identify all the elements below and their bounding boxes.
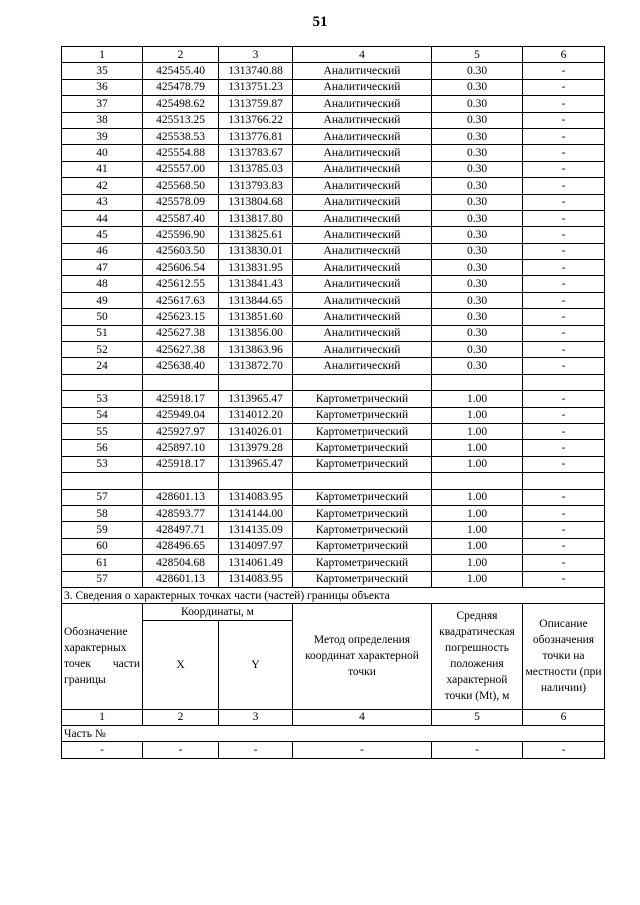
table-cell — [432, 473, 523, 489]
table-row — [62, 342, 605, 358]
table-cell: 425897.10 — [143, 440, 219, 456]
table-cell: 1313776.81 — [219, 128, 293, 144]
table-cell: 1313766.22 — [219, 112, 293, 128]
table-cell: 48 — [62, 276, 143, 292]
table-cell: 425627.38 — [143, 325, 219, 341]
section-header-row — [62, 604, 605, 620]
table-cell: 0.30 — [432, 63, 523, 79]
table-cell: - — [523, 309, 605, 325]
table-cell: 1.00 — [432, 538, 523, 554]
table-cell: - — [523, 112, 605, 128]
table-cell: Аналитический — [293, 292, 432, 308]
table-cell: 1 — [62, 709, 143, 725]
table-row — [62, 194, 605, 210]
table-cell: - — [143, 742, 219, 758]
table-cell: 58 — [62, 505, 143, 521]
table-cell: 425513.25 — [143, 112, 219, 128]
table-row — [62, 79, 605, 95]
table-cell: 425612.55 — [143, 276, 219, 292]
table-cell: 1.00 — [432, 505, 523, 521]
table-cell: 425596.90 — [143, 227, 219, 243]
table-cell: 37 — [62, 96, 143, 112]
table-cell: 425623.15 — [143, 309, 219, 325]
table-cell — [219, 374, 293, 390]
table-cell: 1.00 — [432, 407, 523, 423]
table-cell: 60 — [62, 538, 143, 554]
table-cell: 54 — [62, 407, 143, 423]
table-cell: 0.30 — [432, 309, 523, 325]
table-cell: 35 — [62, 63, 143, 79]
table-cell — [62, 473, 143, 489]
table-cell: 39 — [62, 128, 143, 144]
table-cell: - — [523, 342, 605, 358]
table-cell: - — [523, 276, 605, 292]
table-cell: - — [523, 161, 605, 177]
table-cell: 53 — [62, 391, 143, 407]
table-cell: 0.30 — [432, 325, 523, 341]
table-cell: 1313831.95 — [219, 260, 293, 276]
table-row — [62, 391, 605, 407]
table-cell: 0.30 — [432, 276, 523, 292]
table-cell: 1313759.87 — [219, 96, 293, 112]
table-cell — [293, 374, 432, 390]
table-cell: - — [523, 423, 605, 439]
table-cell: 425918.17 — [143, 456, 219, 472]
table-cell: Аналитический — [293, 342, 432, 358]
table-cell — [432, 374, 523, 390]
table-cell: 1314083.95 — [219, 489, 293, 505]
table-cell: Картометрический — [293, 555, 432, 571]
header-coordinates: Координаты, м — [143, 604, 293, 620]
table-cell: 0.30 — [432, 260, 523, 276]
table-cell: 1.00 — [432, 440, 523, 456]
table-cell: 1.00 — [432, 571, 523, 587]
table-cell: 425949.04 — [143, 407, 219, 423]
table-cell: 1313965.47 — [219, 391, 293, 407]
table-cell: Аналитический — [293, 227, 432, 243]
table-cell: - — [523, 456, 605, 472]
table-cell: - — [523, 79, 605, 95]
table-cell: 1314061.49 — [219, 555, 293, 571]
table-cell: - — [523, 440, 605, 456]
table-cell: 1313979.28 — [219, 440, 293, 456]
table-cell: 0.30 — [432, 128, 523, 144]
table-cell: - — [432, 742, 523, 758]
table-row — [62, 309, 605, 325]
table-cell: - — [523, 210, 605, 226]
table-cell: Аналитический — [293, 178, 432, 194]
table-cell: 425557.00 — [143, 161, 219, 177]
table-cell: 1313740.88 — [219, 63, 293, 79]
table-cell: 425627.38 — [143, 342, 219, 358]
table-cell: - — [523, 742, 605, 758]
table-cell: Картометрический — [293, 489, 432, 505]
table-row — [62, 161, 605, 177]
table-cell: 425478.79 — [143, 79, 219, 95]
table-cell: 1314135.09 — [219, 522, 293, 538]
part-label: Часть № — [62, 726, 605, 742]
table-cell: 1313817.80 — [219, 210, 293, 226]
table-row — [62, 489, 605, 505]
table-cell: 46 — [62, 243, 143, 259]
table-cell: - — [523, 145, 605, 161]
table-cell: 1313785.03 — [219, 161, 293, 177]
table-cell: 38 — [62, 112, 143, 128]
table-cell: 36 — [62, 79, 143, 95]
table-cell: 1313863.96 — [219, 342, 293, 358]
table-cell: 61 — [62, 555, 143, 571]
table-cell: - — [523, 407, 605, 423]
table-cell: - — [523, 391, 605, 407]
table-cell: 428504.68 — [143, 555, 219, 571]
table-cell: 1313804.68 — [219, 194, 293, 210]
table-row — [62, 260, 605, 276]
table-cell: 51 — [62, 325, 143, 341]
table-cell: - — [523, 522, 605, 538]
table-cell: 56 — [62, 440, 143, 456]
table-cell: 1314083.95 — [219, 571, 293, 587]
table-row — [62, 473, 605, 489]
table-cell: 0.30 — [432, 112, 523, 128]
table-row — [62, 742, 605, 758]
table-cell: Аналитический — [293, 112, 432, 128]
table-cell — [523, 374, 605, 390]
table-cell: - — [523, 243, 605, 259]
table-row — [62, 456, 605, 472]
table-cell: 0.30 — [432, 342, 523, 358]
table-cell: 0.30 — [432, 161, 523, 177]
coordinates-table — [61, 46, 605, 759]
header-x: X — [143, 620, 219, 709]
table-cell: 1.00 — [432, 522, 523, 538]
table-cell: 1 — [62, 47, 143, 63]
table-cell: 1.00 — [432, 391, 523, 407]
table-cell: 44 — [62, 210, 143, 226]
table-cell: 425498.62 — [143, 96, 219, 112]
table-cell: - — [219, 742, 293, 758]
table-cell: Картометрический — [293, 538, 432, 554]
table-cell: 1314097.97 — [219, 538, 293, 554]
table-cell: 59 — [62, 522, 143, 538]
table-cell: 49 — [62, 292, 143, 308]
table-cell: 425603.50 — [143, 243, 219, 259]
table-row — [62, 555, 605, 571]
table-cell: - — [523, 538, 605, 554]
table-row — [62, 407, 605, 423]
table-cell: Картометрический — [293, 505, 432, 521]
table-cell — [523, 473, 605, 489]
table-row — [62, 210, 605, 226]
table-cell: - — [293, 742, 432, 758]
table-row — [62, 178, 605, 194]
table-cell: 425927.97 — [143, 423, 219, 439]
table-cell: 4 — [293, 47, 432, 63]
table-cell: Аналитический — [293, 243, 432, 259]
table-cell: 425638.40 — [143, 358, 219, 374]
table-cell: 40 — [62, 145, 143, 161]
table-cell: Картометрический — [293, 456, 432, 472]
table-cell: Аналитический — [293, 325, 432, 341]
table-cell: Аналитический — [293, 210, 432, 226]
table-cell: Аналитический — [293, 128, 432, 144]
table-cell: Картометрический — [293, 522, 432, 538]
table-cell: 50 — [62, 309, 143, 325]
table-cell: 0.30 — [432, 194, 523, 210]
table-row — [62, 63, 605, 79]
table-cell: 1314012.20 — [219, 407, 293, 423]
table-row — [62, 112, 605, 128]
table-cell: 0.30 — [432, 227, 523, 243]
table-cell: 6 — [523, 709, 605, 725]
header-y: Y — [219, 620, 293, 709]
header-description: Описание обозначения точки на местности (при наличии) — [523, 604, 605, 709]
table-cell — [62, 374, 143, 390]
table-cell: Картометрический — [293, 423, 432, 439]
table-cell: - — [523, 292, 605, 308]
table-cell: - — [523, 505, 605, 521]
table-row — [62, 522, 605, 538]
table-cell: 425617.63 — [143, 292, 219, 308]
table-cell: 43 — [62, 194, 143, 210]
table-cell: - — [523, 178, 605, 194]
table-cell — [143, 473, 219, 489]
table-cell: 1313751.23 — [219, 79, 293, 95]
table-cell: - — [523, 555, 605, 571]
table-cell: Аналитический — [293, 358, 432, 374]
table-cell: 1313856.00 — [219, 325, 293, 341]
table-cell: 0.30 — [432, 145, 523, 161]
table-cell: - — [523, 489, 605, 505]
table-cell: 0.30 — [432, 178, 523, 194]
table-cell: 5 — [432, 47, 523, 63]
table-row — [62, 505, 605, 521]
table-cell: Аналитический — [293, 194, 432, 210]
column-number-row — [62, 47, 605, 63]
table-cell: Картометрический — [293, 391, 432, 407]
table-cell: 1313841.43 — [219, 276, 293, 292]
table-cell: 425538.53 — [143, 128, 219, 144]
table-cell: 6 — [523, 47, 605, 63]
table-cell: 41 — [62, 161, 143, 177]
table-row — [62, 145, 605, 161]
table-row — [62, 276, 605, 292]
table-cell — [219, 473, 293, 489]
table-cell: 0.30 — [432, 96, 523, 112]
column-number-row — [62, 709, 605, 725]
table-cell: - — [62, 742, 143, 758]
table-cell: 425554.88 — [143, 145, 219, 161]
table-cell: Картометрический — [293, 440, 432, 456]
table-row — [62, 358, 605, 374]
table-cell: Картометрический — [293, 407, 432, 423]
table-cell: 1313830.01 — [219, 243, 293, 259]
table-cell: - — [523, 358, 605, 374]
table-cell: - — [523, 194, 605, 210]
header-method: Метод определения координат характерной точки — [293, 604, 432, 709]
table-row — [62, 423, 605, 439]
table-cell: - — [523, 325, 605, 341]
table-cell: 1.00 — [432, 423, 523, 439]
table-cell: 1313851.60 — [219, 309, 293, 325]
table-cell: 1313783.67 — [219, 145, 293, 161]
table-cell: 428593.77 — [143, 505, 219, 521]
table-cell: Аналитический — [293, 63, 432, 79]
table-cell: 42 — [62, 178, 143, 194]
table-row — [62, 374, 605, 390]
table-cell: 425606.54 — [143, 260, 219, 276]
table-cell: - — [523, 128, 605, 144]
table-cell: 3 — [219, 709, 293, 725]
table-cell: 1313844.65 — [219, 292, 293, 308]
table-cell: 53 — [62, 456, 143, 472]
part-label-row — [62, 726, 605, 742]
table-cell: Аналитический — [293, 79, 432, 95]
table-row — [62, 571, 605, 587]
table-cell — [293, 473, 432, 489]
table-cell: 24 — [62, 358, 143, 374]
page-number: 51 — [312, 14, 328, 30]
table-cell: Аналитический — [293, 276, 432, 292]
table-cell: 47 — [62, 260, 143, 276]
table-cell: 1.00 — [432, 456, 523, 472]
table-cell: Аналитический — [293, 260, 432, 276]
table-row — [62, 440, 605, 456]
table-cell: 1313872.70 — [219, 358, 293, 374]
table-cell: 1.00 — [432, 489, 523, 505]
header-point-designation: Обозначение характерных точек части границы — [62, 604, 143, 709]
table-row — [62, 243, 605, 259]
table-cell: 1313793.83 — [219, 178, 293, 194]
table-cell: 5 — [432, 709, 523, 725]
table-cell: Аналитический — [293, 309, 432, 325]
table-cell: 57 — [62, 571, 143, 587]
table-cell: 0.30 — [432, 358, 523, 374]
table-cell: 0.30 — [432, 243, 523, 259]
table-cell: 425578.09 — [143, 194, 219, 210]
table-cell: 425455.40 — [143, 63, 219, 79]
table-cell: 4 — [293, 709, 432, 725]
table-cell: 1313825.61 — [219, 227, 293, 243]
table-cell: 1314144.00 — [219, 505, 293, 521]
table-cell — [143, 374, 219, 390]
table-cell: Аналитический — [293, 161, 432, 177]
table-cell: 3 — [219, 47, 293, 63]
table-row — [62, 227, 605, 243]
table-cell: - — [523, 63, 605, 79]
table-cell: 57 — [62, 489, 143, 505]
table-cell: 2 — [143, 47, 219, 63]
section-title: 3. Сведения о характерных точках части (частей) границы объекта — [62, 587, 605, 603]
table-cell: 428497.71 — [143, 522, 219, 538]
table-cell: 428601.13 — [143, 571, 219, 587]
table-cell: 425918.17 — [143, 391, 219, 407]
table-cell: 425587.40 — [143, 210, 219, 226]
table-cell: 428496.65 — [143, 538, 219, 554]
table-cell: 45 — [62, 227, 143, 243]
table-row — [62, 325, 605, 341]
table-cell: - — [523, 260, 605, 276]
table-cell: 0.30 — [432, 79, 523, 95]
table-cell: 0.30 — [432, 210, 523, 226]
table-cell: 1314026.01 — [219, 423, 293, 439]
table-cell: 0.30 — [432, 292, 523, 308]
table-row — [62, 96, 605, 112]
table-cell: - — [523, 227, 605, 243]
table-cell: - — [523, 96, 605, 112]
table-cell: 425568.50 — [143, 178, 219, 194]
table-cell: 1.00 — [432, 555, 523, 571]
header-mean-error: Средняя квадратическая погрешность положения характерной точки (Mt), м — [432, 604, 523, 709]
table-row — [62, 538, 605, 554]
table-cell: 55 — [62, 423, 143, 439]
table-row — [62, 128, 605, 144]
table-row — [62, 292, 605, 308]
table-cell: - — [523, 571, 605, 587]
table-cell: 2 — [143, 709, 219, 725]
table-cell: 52 — [62, 342, 143, 358]
table-cell: 428601.13 — [143, 489, 219, 505]
section-title-row — [62, 587, 605, 603]
table-cell: Аналитический — [293, 96, 432, 112]
table-cell: Картометрический — [293, 571, 432, 587]
table-cell: Аналитический — [293, 145, 432, 161]
table-cell: 1313965.47 — [219, 456, 293, 472]
